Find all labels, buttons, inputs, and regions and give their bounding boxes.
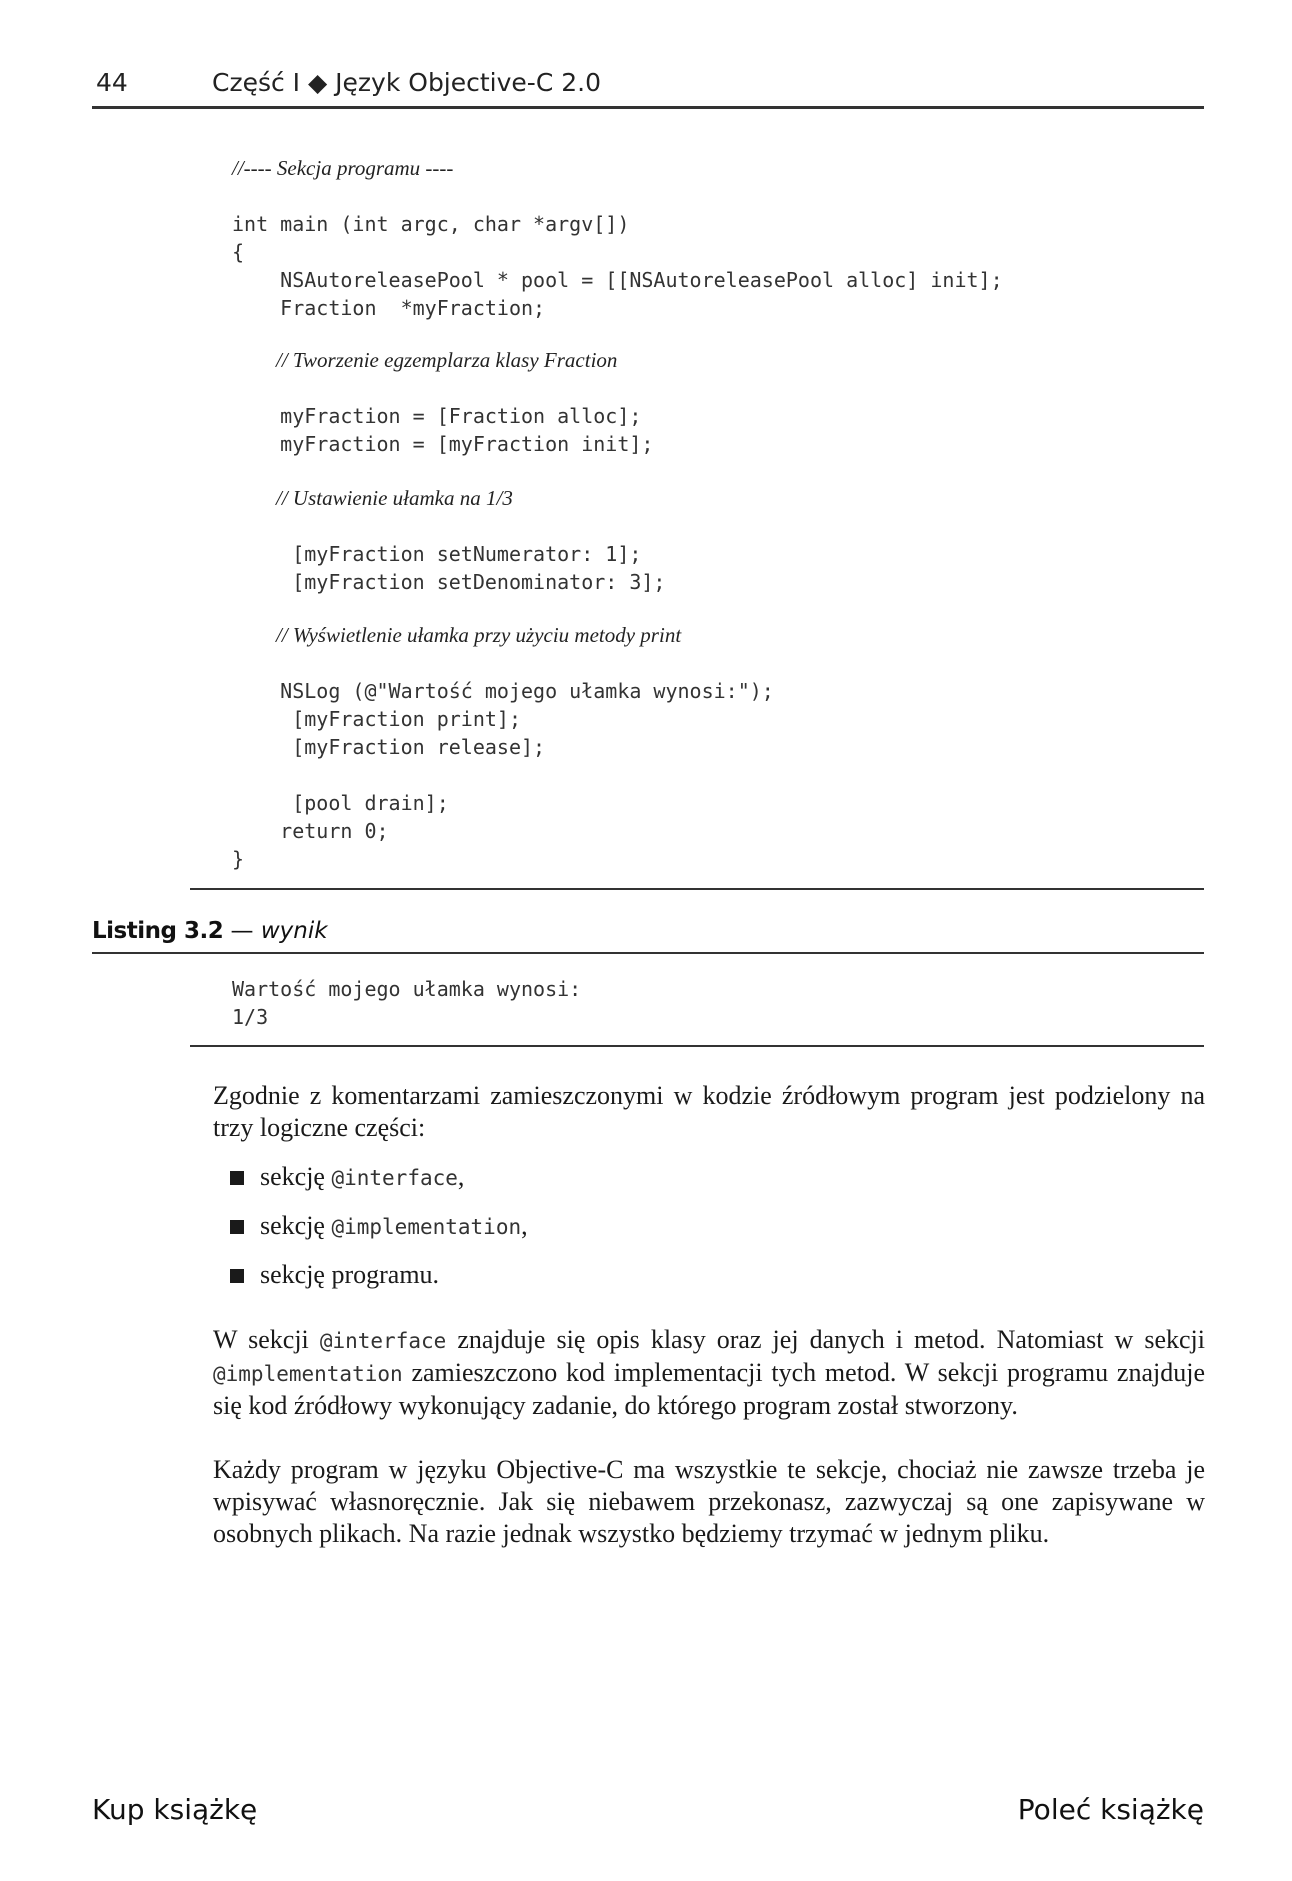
listing-output-title: Listing 3.2 — wynik [92, 918, 328, 944]
intro-paragraph: Zgodnie z komentarzami zamieszczonymi w kodzie źródłowym program jest podzielony na trzy logiczne części: [213, 1081, 1205, 1142]
code-block-print: NSLog (@"Wartość mojego ułamka wynosi:"); [myFraction print]; [myFraction release]; [pool drain]; return 0; } [232, 679, 774, 871]
code-comment-create: // Tworzenie egzemplarza klasy Fraction [276, 348, 618, 372]
code-block-alloc: myFraction = [Fraction alloc]; myFraction = [myFraction init]; [280, 404, 654, 456]
listing-output-rule-top [92, 952, 1204, 954]
code-block-main-start: int main (int argc, char *argv[]) { NSAutoreleasePool * pool = [[NSAutoreleasePool alloc] init]; Fraction *myFraction; [232, 212, 1003, 320]
running-head-title: Część I ◆ Język Objective-C 2.0 [212, 68, 601, 97]
listing-output-rule-bottom [190, 1045, 1204, 1047]
inline-code: @implementation [331, 1215, 522, 1239]
closing-paragraph: Każdy program w języku Objective-C ma wszystkie te sekcje, chociaż nie zawsze trzeba je wpisywać własnoręcznie. Jak się niebawem przekonasz, zazwyczaj są one zapisywane w osobnych plikach. Na razie jednak wszystko będziemy trzymać w jednym pliku. [213, 1455, 1205, 1548]
code-comment-set: // Ustawienie ułamka na 1/3 [276, 486, 513, 510]
listing-end-rule [190, 888, 1204, 890]
buy-book-link[interactable]: Kup książkę [92, 1793, 258, 1826]
bullet-square-icon [230, 1269, 244, 1283]
inline-code: @implementation [213, 1362, 403, 1386]
listing-number: Listing 3.2 [92, 918, 224, 944]
inline-code: @interface [331, 1166, 458, 1190]
listing-caption: wynik [260, 918, 328, 944]
code-block-setters: [myFraction setNumerator: 1]; [myFraction setDenominator: 3]; [292, 542, 666, 594]
code-comment-print: // Wyświetlenie ułamka przy użyciu metody print [276, 623, 682, 647]
code-comment-section: //---- Sekcja programu ---- [232, 156, 454, 180]
program-output: Wartość mojego ułamka wynosi: 1/3 [232, 977, 582, 1029]
recommend-book-link[interactable]: Poleć książkę [1017, 1793, 1204, 1826]
bullet-square-icon [230, 1220, 244, 1234]
bullet-square-icon [230, 1171, 244, 1185]
page-header [92, 66, 1202, 110]
inline-code: @interface [319, 1329, 447, 1353]
page-number: 44 [96, 68, 128, 97]
sections-paragraph: W sekcji @interface znajduje się opis klasy oraz jej danych i metod. Natomiast w sekcji @implementation zamieszczono kod implementacji tych metod. W sekcji programu znajduje się kod źródłowy wykonujący zadanie, do którego program został stworzony. [213, 1325, 1205, 1420]
header-rule [92, 106, 1204, 109]
